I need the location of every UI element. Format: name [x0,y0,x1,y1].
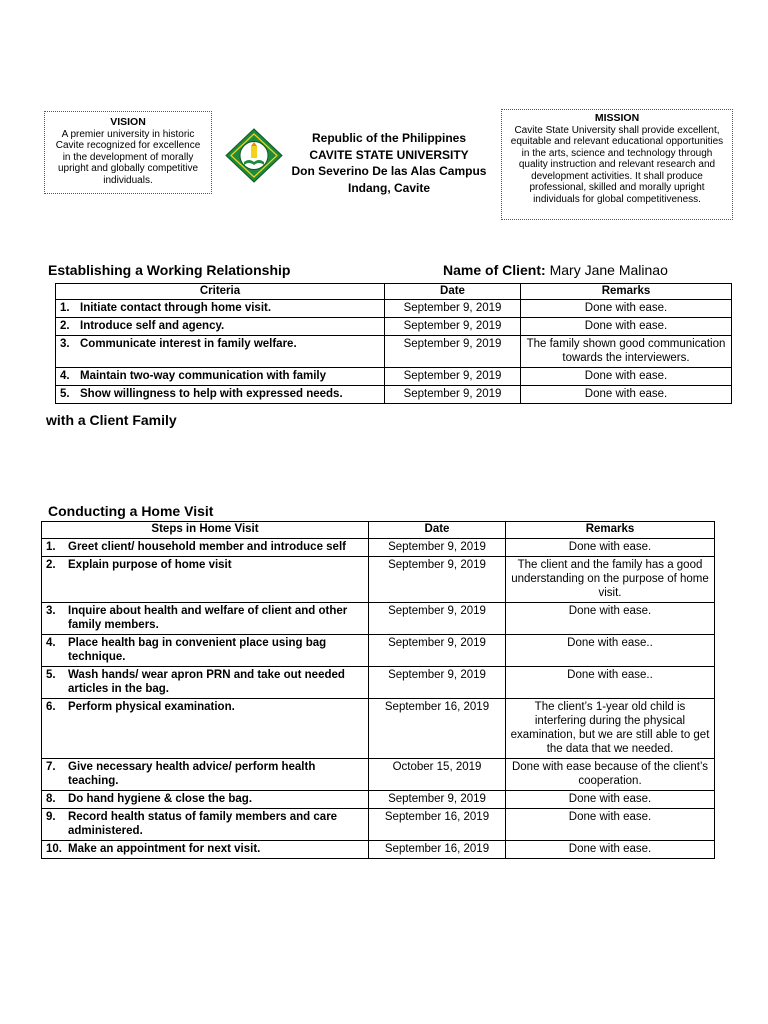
remarks-cell: Done with ease. [506,809,715,841]
date-cell: September 9, 2019 [369,557,506,603]
home-visit-table [41,521,715,859]
remarks-cell: The family shown good communication towards the interviewers. [521,336,732,368]
header-line-campus: Don Severino De las Alas Campus [291,164,487,178]
row-number: 1. [46,541,56,553]
client-label: Name of Client: [443,262,546,278]
row-number: 5. [60,388,70,400]
remarks-cell: The client’s 1-year old child is interfering during the physical examination, but we are still able to get the data that we needed. [506,699,715,759]
relationship-title-continued: with a Client Family [46,412,177,428]
vision-box [44,111,212,194]
step-text: Perform physical examination. [68,701,235,713]
step-text: Give necessary health advice/ perform health teaching. [68,761,316,787]
vision-text: A premier university in historic Cavite recognized for excellence in the development of morally upright and globally competitive individuals. [55,128,201,186]
client-name: Mary Jane Malinao [549,262,668,278]
remarks-cell: Done with ease. [506,841,715,859]
remarks-cell: Done with ease.. [506,667,715,699]
step-text: Explain purpose of home visit [68,559,232,571]
table-row [42,841,715,859]
home-visit-title: Conducting a Home Visit [48,503,214,519]
row-number: 10. [46,843,62,855]
remarks-cell: Done with ease because of the client’s cooperation. [506,759,715,791]
step-text: Do hand hygiene & close the bag. [68,793,253,805]
mission-title: MISSION [594,112,640,124]
column-header: Steps in Home Visit [42,522,369,539]
step-text: Wash hands/ wear apron PRN and take out needed articles in the bag. [68,669,345,695]
row-number: 4. [46,637,56,649]
row-number: 4. [60,370,70,382]
mission-box [501,109,733,220]
date-cell: September 9, 2019 [385,336,521,368]
table-row [42,759,715,791]
date-cell: October 15, 2019 [369,759,506,791]
table-row [56,300,732,318]
row-number: 7. [46,761,56,773]
table-row [42,539,715,557]
remarks-cell: Done with ease. [521,386,732,404]
date-cell: September 9, 2019 [369,667,506,699]
row-number: 2. [46,559,56,571]
remarks-cell: Done with ease. [521,368,732,386]
relationship-title: Establishing a Working Relationship [48,262,291,278]
date-cell: September 16, 2019 [369,699,506,759]
step-text: Place health bag in convenient place using bag technique. [68,637,327,663]
date-cell: September 9, 2019 [385,318,521,336]
university-seal-icon [224,128,284,183]
table-row [42,699,715,759]
table-row [42,557,715,603]
row-number: 9. [46,811,56,823]
remarks-cell: The client and the family has a good understanding on the purpose of home visit. [506,557,715,603]
table-row [56,368,732,386]
criteria-text: Introduce self and agency. [80,320,225,332]
table-row [56,336,732,368]
table-row [42,603,715,635]
remarks-cell: Done with ease. [506,603,715,635]
step-text: Record health status of family members and care administered. [68,811,338,837]
row-number: 2. [60,320,70,332]
column-header: Date [385,284,521,300]
header-line-university: CAVITE STATE UNIVERSITY [309,147,469,162]
criteria-text: Show willingness to help with expressed needs. [80,388,343,400]
date-cell: September 16, 2019 [369,809,506,841]
table-row [56,386,732,404]
table-row [56,318,732,336]
date-cell: September 9, 2019 [369,635,506,667]
header-line-location: Indang, Cavite [347,180,430,195]
table-row [42,791,715,809]
remarks-cell: Done with ease. [521,300,732,318]
mission-text: Cavite State University shall provide excellent, equitable and relevant educational opportunities in the arts, science and technology through quality instruction and relevant research and development activities. It shall produce professional, skilled and morally upright individuals for global competitiveness. [510,124,724,205]
header-line-republic: Republic of the Philippines [311,131,466,145]
row-number: 5. [46,669,56,681]
university-header [280,130,498,196]
table-row [42,667,715,699]
table-header-row [42,522,715,539]
relationship-table [55,283,732,404]
step-text: Make an appointment for next visit. [68,843,261,855]
table-row [42,635,715,667]
vision-title: VISION [110,116,146,128]
date-cell: September 9, 2019 [385,300,521,318]
row-number: 6. [46,701,56,713]
table-row [42,809,715,841]
step-text: Inquire about health and welfare of client and other family members. [68,605,348,631]
row-number: 8. [46,793,56,805]
criteria-text: Initiate contact through home visit. [80,302,272,314]
criteria-text: Maintain two-way communication with family [80,370,326,382]
criteria-text: Communicate interest in family welfare. [80,338,297,350]
date-cell: September 16, 2019 [369,841,506,859]
remarks-cell: Done with ease. [506,791,715,809]
date-cell: September 9, 2019 [369,791,506,809]
column-header: Remarks [521,284,732,300]
date-cell: September 9, 2019 [385,368,521,386]
row-number: 3. [60,338,70,350]
row-number: 3. [46,605,56,617]
step-text: Greet client/ household member and introduce self [68,541,346,553]
remarks-cell: Done with ease. [506,539,715,557]
column-header: Remarks [506,522,715,539]
column-header: Date [369,522,506,539]
column-header: Criteria [56,284,385,300]
remarks-cell: Done with ease.. [506,635,715,667]
date-cell: September 9, 2019 [369,603,506,635]
remarks-cell: Done with ease. [521,318,732,336]
table-header-row [56,284,732,300]
date-cell: September 9, 2019 [385,386,521,404]
client-name-field [443,262,668,278]
date-cell: September 9, 2019 [369,539,506,557]
row-number: 1. [60,302,70,314]
